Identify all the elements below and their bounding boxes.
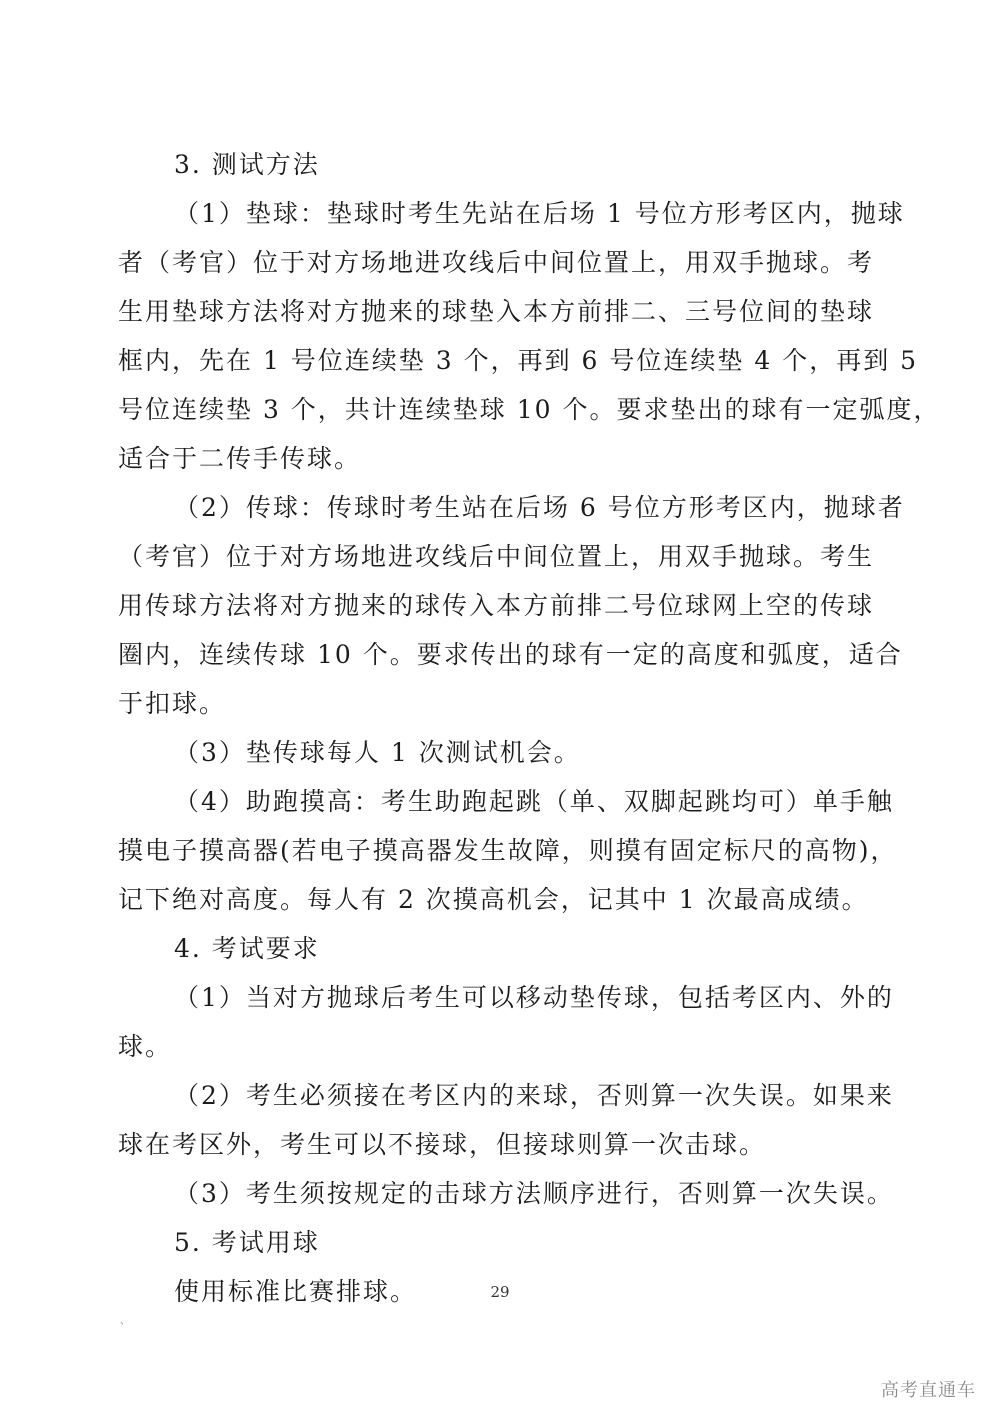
paragraph-line: 球。 [118, 1032, 173, 1061]
paragraph-line: 者（考官）位于对方场地进攻线后中间位置上，用双手抛球。考 [118, 248, 875, 277]
paragraph-line: （1）垫球：垫球时考生先站在后场 1 号位方形考区内，抛球 [174, 199, 905, 228]
paragraph-line: （2）考生必须接在考区内的来球，否则算一次失误。如果来 [174, 1081, 894, 1110]
section-heading-test-method: 3. 测试方法 [174, 150, 320, 179]
paragraph-line: 号位连续垫 3 个，共计连续垫球 10 个。要求垫出的球有一定弧度， [118, 395, 941, 424]
paragraph-line: （2）传球：传球时考生站在后场 6 号位方形考区内，抛球者 [174, 493, 905, 522]
paragraph-line: 适合于二传手传球。 [118, 444, 362, 473]
section-heading-exam-ball: 5. 考试用球 [174, 1228, 320, 1257]
paragraph-line: 用传球方法将对方抛来的球传入本方前排二号位球网上空的传球 [118, 591, 875, 620]
document-body [118, 140, 941, 1316]
watermark: 高考直通车 [881, 1380, 976, 1401]
paragraph-line: （考官）位于对方场地进攻线后中间位置上，用双手抛球。考生 [118, 542, 875, 571]
paragraph-line: 记下绝对高度。每人有 2 次摸高机会，记其中 1 次最高成绩。 [118, 885, 869, 914]
paragraph-line: 摸电子摸高器(若电子摸高器发生故障，则摸有固定标尺的高物)， [118, 836, 898, 865]
paragraph-line: 框内，先在 1 号位连续垫 3 个，再到 6 号位连续垫 4 个，再到 5 [118, 346, 919, 375]
paragraph-line: 使用标准比赛排球。 [174, 1277, 418, 1306]
paragraph-line: 于扣球。 [118, 689, 227, 718]
scan-mark: 、 [120, 1316, 130, 1327]
paragraph-line: （4）助跑摸高：考生助跑起跳（单、双脚起跳均可）单手触 [174, 787, 894, 816]
paragraph-line: （1）当对方抛球后考生可以移动垫传球，包括考区内、外的 [174, 983, 894, 1012]
page-number: 29 [490, 1283, 510, 1301]
paragraph-line: 生用垫球方法将对方抛来的球垫入本方前排二、三号位间的垫球 [118, 297, 875, 326]
paragraph-line: （3）垫传球每人 1 次测试机会。 [174, 738, 581, 767]
paragraph-line: 圈内，连续传球 10 个。要求传出的球有一定的高度和弧度，适合 [118, 640, 903, 669]
paragraph-line: 球在考区外，考生可以不接球，但接球则算一次击球。 [118, 1130, 767, 1159]
section-heading-exam-requirements: 4. 考试要求 [174, 934, 320, 963]
paragraph-line: （3）考生须按规定的击球方法顺序进行，否则算一次失误。 [174, 1179, 894, 1208]
